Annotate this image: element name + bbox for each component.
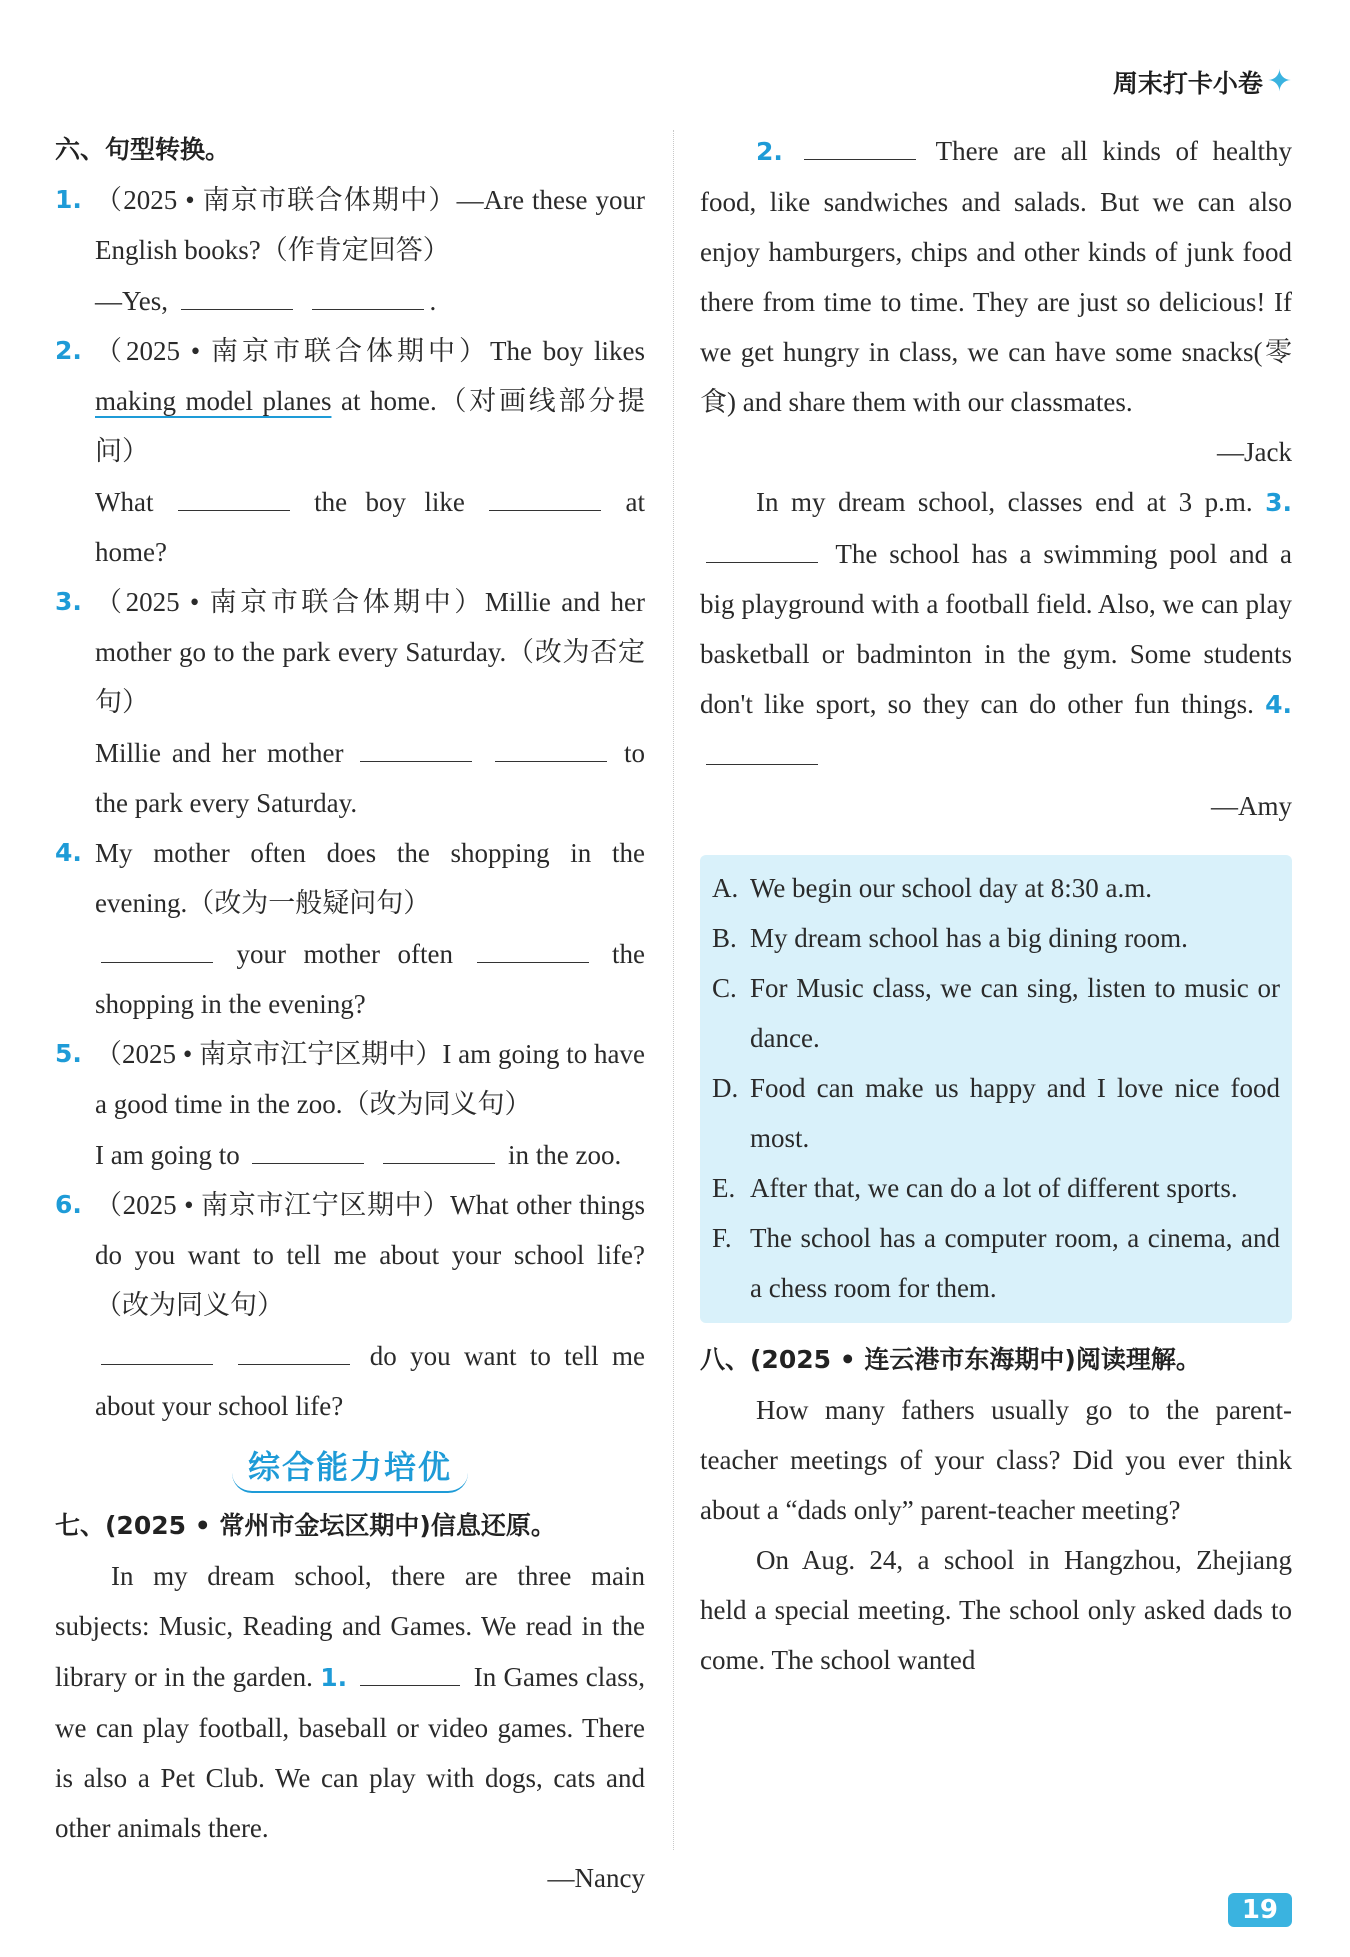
passage-text: In my dream school, there are three main subjects: Music, Reading and Games. We read in the library or in the garden. (55, 1561, 645, 1692)
question-number: 1. (55, 185, 82, 214)
option-text: For Music class, we can sing, listen to music or dance. (750, 973, 1280, 1053)
option-letter: D. (712, 1073, 739, 1103)
answer-text: at home? (95, 487, 646, 567)
question-number: 6. (55, 1190, 82, 1219)
question-number: 5. (55, 1039, 82, 1068)
answer-blank[interactable] (181, 275, 293, 310)
right-column (700, 125, 1292, 1685)
answer-blank[interactable] (706, 528, 818, 563)
question-text: My mother often does the shopping in the evening.（改为一般疑问句） (95, 838, 645, 918)
left-column (55, 125, 645, 1903)
section-8-title: 八、(2025 • 连云港市东海期中)阅读理解。 (700, 1345, 1201, 1374)
answer-text: the shopping in the evening? (95, 939, 646, 1019)
passage-paragraph (700, 125, 1292, 427)
answer-text: to the park every Saturday. (95, 738, 646, 818)
answer-suffix: . (429, 286, 437, 316)
answer-blank[interactable] (706, 730, 818, 765)
answer-line (95, 727, 645, 828)
answer-text: do you want to tell me about your school life? (95, 1341, 646, 1421)
question-text-post: at home.（对画线部分提问） (95, 386, 645, 466)
answer-blank[interactable] (178, 476, 290, 511)
passage-paragraph (55, 1551, 645, 1853)
answer-blank[interactable] (252, 1129, 364, 1164)
question-text: （2025 • 南京市联合体期中）—Are these your English books?（作肯定回答） (95, 185, 645, 265)
underlined-phrase: making model planes (95, 386, 332, 416)
passage-paragraph: How many fathers usually go to the parent-teacher meetings of your class? Did you ever think about a “dads only” parent-teacher meeting? (700, 1395, 1292, 1525)
answer-blank[interactable] (101, 1330, 213, 1365)
option-text: The school has a computer room, a cinema, and a chess room for them. (750, 1223, 1280, 1303)
question-text-pre: （2025 • 南京市联合体期中）The boy likes (95, 336, 645, 366)
question-6 (55, 1180, 645, 1431)
option-text: Food can make us happy and I love nice food most. (750, 1073, 1280, 1153)
answer-text: Millie and her mother (95, 738, 344, 768)
blank-number: 2. (756, 137, 783, 166)
question-5 (55, 1029, 645, 1180)
answer-blank[interactable] (495, 727, 607, 762)
passage-paragraph: On Aug. 24, a school in Hangzhou, Zhejiang held a special meeting. The school only asked dads to come. The school wanted (700, 1545, 1292, 1675)
passage-paragraph (700, 477, 1292, 781)
question-number: 4. (55, 838, 82, 867)
answer-blank[interactable] (477, 928, 589, 963)
signature: —Jack (1217, 437, 1292, 467)
question-1 (55, 175, 645, 326)
answer-line (95, 476, 645, 577)
answer-text: What (95, 487, 154, 517)
answer-text: I am going to (95, 1140, 240, 1170)
section-banner (55, 1443, 645, 1493)
answer-text: your mother often (236, 939, 453, 969)
answer-line (95, 275, 645, 326)
question-text: （2025 • 南京市联合体期中）Millie and her mother go to the park every Saturday.（改为否定句） (95, 587, 645, 717)
options-box (700, 855, 1292, 1323)
passage-text: The school has a swimming pool and a big playground with a football field. Also, we can play basketball or badminton in the gym. Some students don't like sport, so they can do other fun things. (700, 539, 1292, 719)
page-number: 19 (1228, 1893, 1292, 1927)
answer-text: the boy like (314, 487, 465, 517)
answer-blank[interactable] (360, 727, 472, 762)
option-b[interactable] (712, 913, 1280, 963)
question-4 (55, 828, 645, 1029)
question-text (95, 326, 645, 476)
answer-line (95, 1330, 645, 1431)
option-letter: C. (712, 973, 737, 1003)
option-a[interactable] (712, 863, 1280, 913)
answer-blank[interactable] (383, 1129, 495, 1164)
option-letter: E. (712, 1173, 736, 1203)
option-letter: B. (712, 923, 737, 953)
banner-text: 综合能力培优 (232, 1443, 468, 1493)
option-d[interactable] (712, 1063, 1280, 1163)
blank-number: 3. (1265, 488, 1292, 517)
passage-text: In Games class, we can play football, baseball or video games. There is also a Pet Club. We can play with dogs, cats and other animals there. (55, 1662, 646, 1843)
question-2 (55, 326, 645, 577)
question-3 (55, 577, 645, 828)
blank-number: 1. (320, 1663, 348, 1692)
option-letter: F. (712, 1223, 732, 1253)
section-7-title: 七、(2025 • 常州市金坛区期中)信息还原。 (55, 1511, 556, 1540)
signature: —Nancy (547, 1863, 645, 1893)
passage-text: There are all kinds of healthy food, like sandwiches and salads. But we can also enjoy hamburgers, chips and other kinds of junk food there from time to time. They are just so delicious! If we get hungry in class, we can have some snacks(零食) and share them with our classmates. (700, 136, 1293, 417)
answer-blank[interactable] (360, 1651, 460, 1686)
option-c[interactable] (712, 963, 1280, 1063)
passage-text: In my dream school, classes end at 3 p.m. (756, 487, 1253, 517)
header-title (1113, 64, 1292, 100)
question-text: （2025 • 南京市江宁区期中）I am going to have a good time in the zoo.（改为同义句） (95, 1039, 645, 1119)
option-text: We begin our school day at 8:30 a.m. (750, 873, 1152, 903)
question-text: （2025 • 南京市江宁区期中）What other things do you want to tell me about your school life?（改为同义句） (95, 1190, 645, 1320)
option-f[interactable] (712, 1213, 1280, 1313)
answer-blank[interactable] (804, 125, 916, 160)
answer-blank[interactable] (312, 275, 424, 310)
answer-line (95, 928, 645, 1029)
option-text: After that, we can do a lot of different sports. (750, 1173, 1238, 1203)
blank-number: 4. (1265, 690, 1293, 719)
question-number: 3. (55, 587, 82, 616)
question-number: 2. (55, 336, 82, 365)
header-title-text: 周末打卡小卷 (1112, 69, 1263, 98)
signature: —Amy (1211, 791, 1292, 821)
answer-prefix: —Yes, (95, 286, 169, 316)
answer-line (95, 1129, 645, 1180)
section-6-title: 六、句型转换。 (55, 135, 231, 164)
sparkle-icon: ✦ (1266, 64, 1292, 99)
option-e[interactable] (712, 1163, 1280, 1213)
answer-text: in the zoo. (507, 1140, 622, 1170)
answer-blank[interactable] (101, 928, 213, 963)
answer-blank[interactable] (238, 1330, 350, 1365)
option-text: My dream school has a big dining room. (750, 923, 1188, 953)
option-letter: A. (712, 873, 739, 903)
answer-blank[interactable] (489, 476, 601, 511)
column-divider (673, 130, 674, 1850)
